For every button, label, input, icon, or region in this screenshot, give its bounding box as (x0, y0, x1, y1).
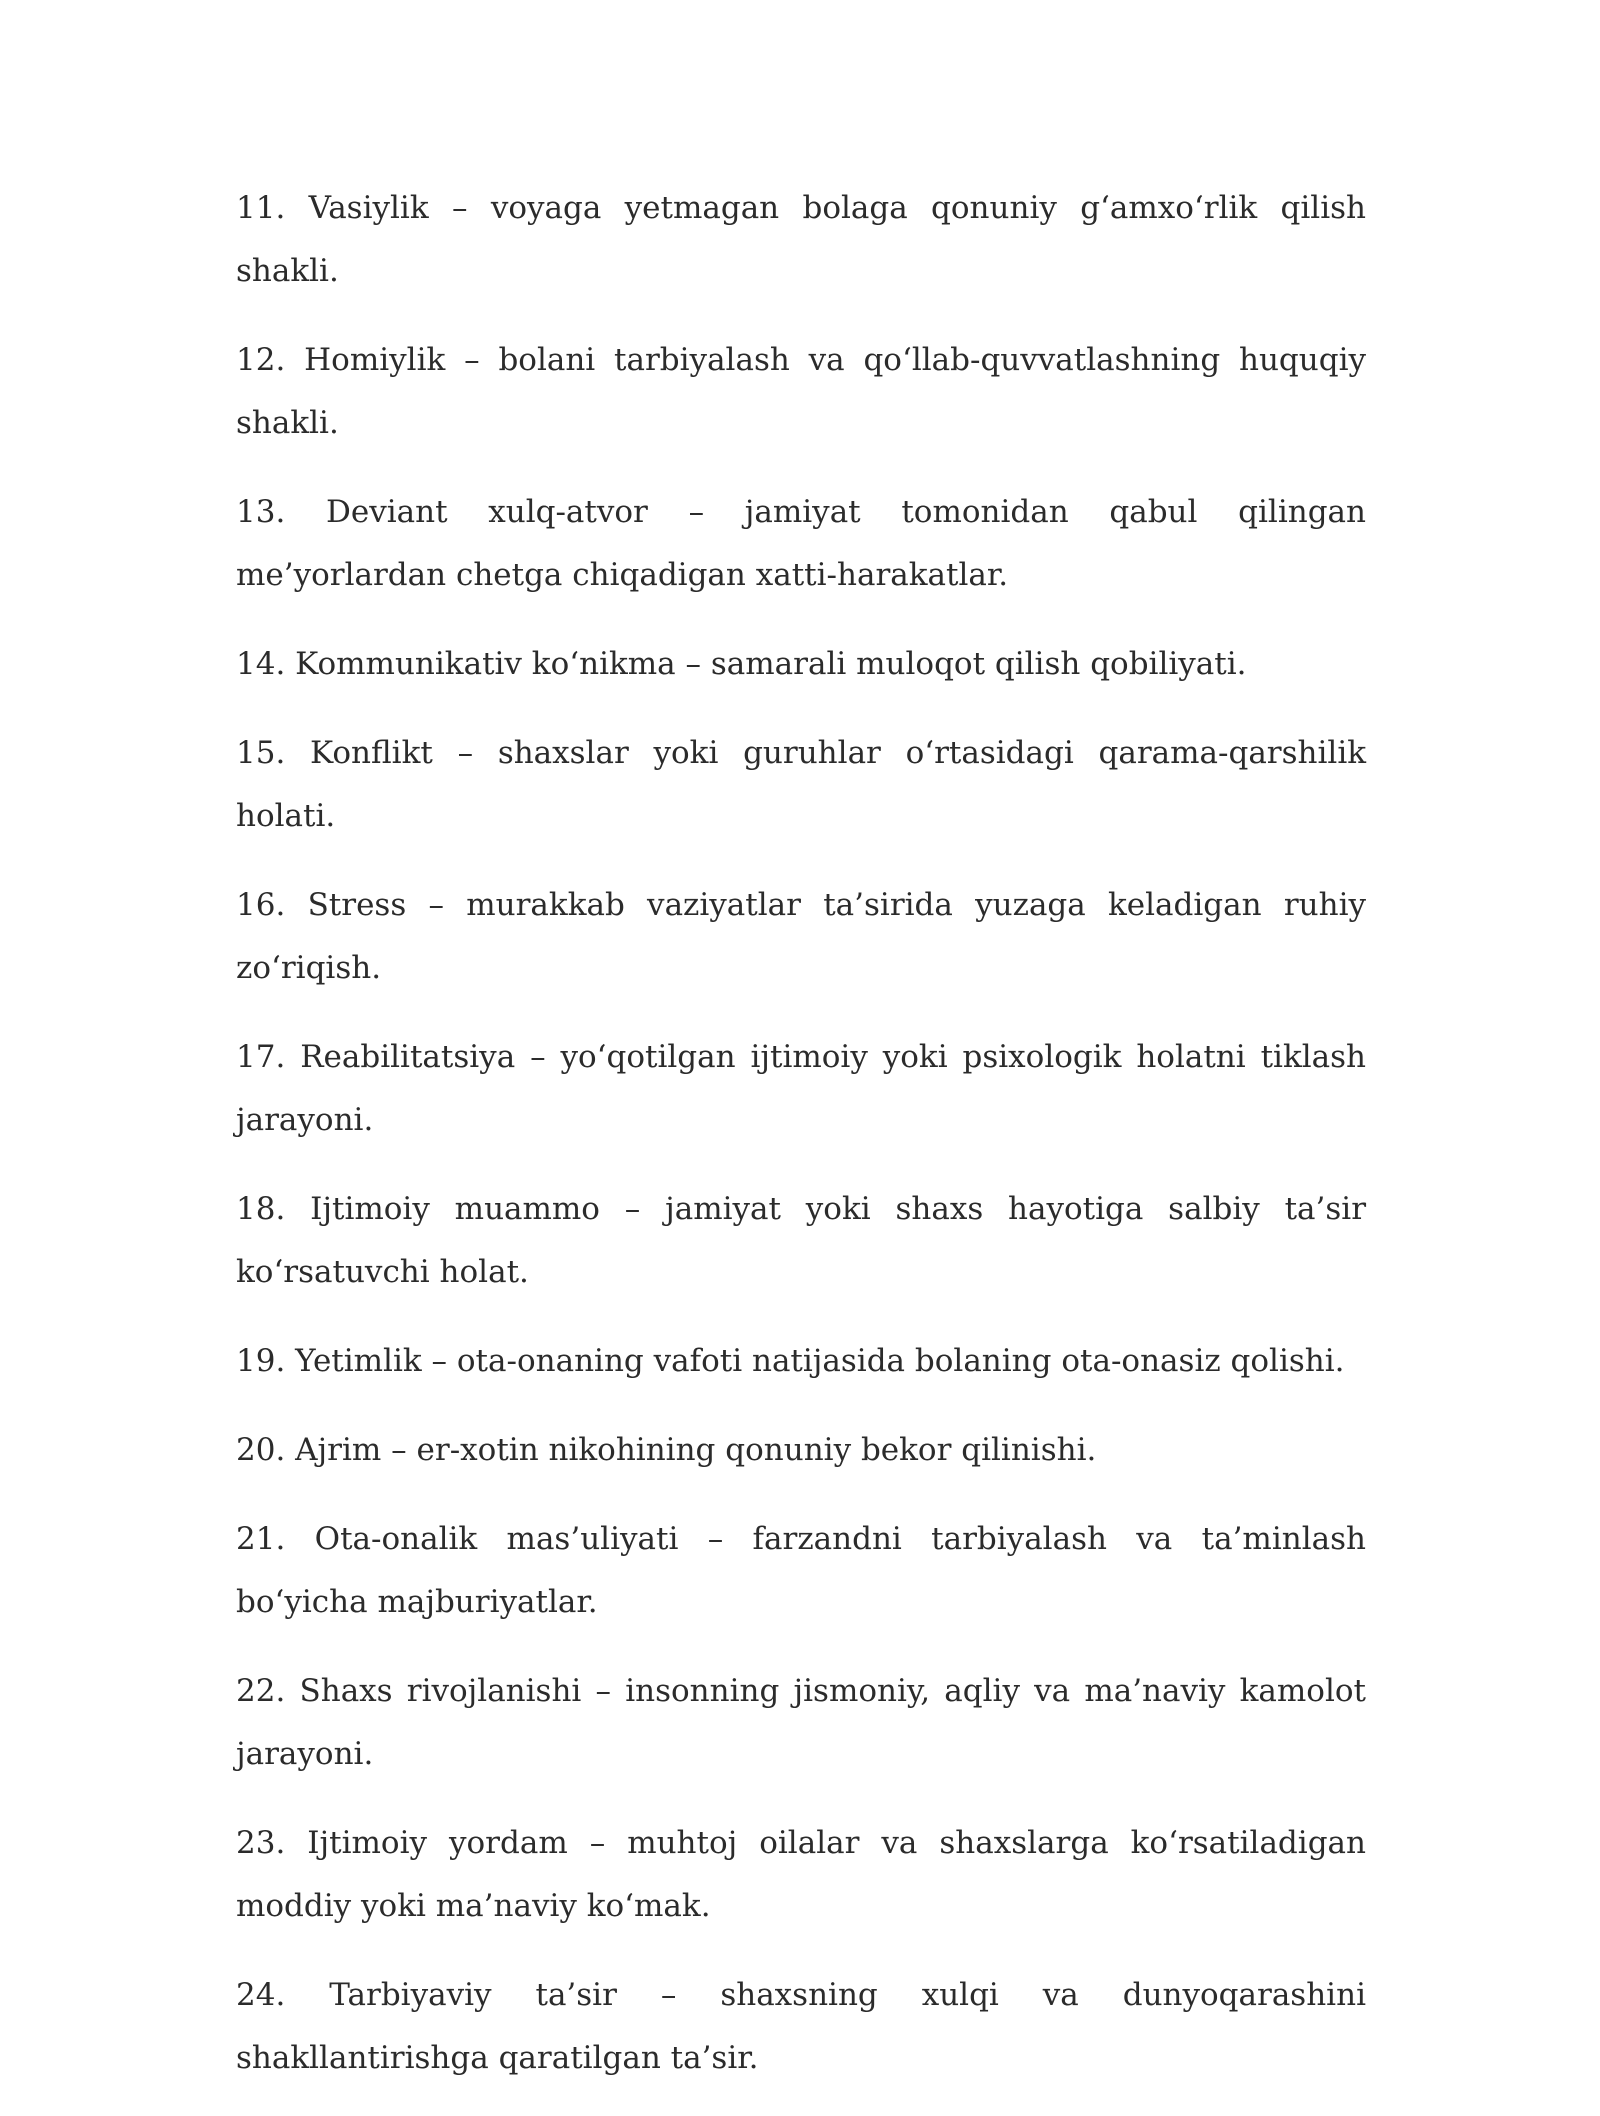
item-dash: – (457, 735, 474, 771)
glossary-item (236, 329, 1366, 455)
item-number: 14. (236, 646, 286, 682)
item-dash: – (464, 342, 480, 378)
item-definition: insonning jismoniy, aqliy va ma’naviy kamolot jarayoni. (236, 1673, 1366, 1772)
item-definition: voyaga yetmagan bolaga qonuniy g‘amxo‘rlik qilish shakli. (236, 190, 1367, 289)
glossary-item (236, 1812, 1366, 1938)
item-term: Vasiylik (308, 190, 429, 226)
item-term: Deviant xulq-atvor (326, 494, 648, 530)
item-term: Shaxs rivojlanishi (299, 1673, 582, 1709)
glossary-item (236, 1508, 1366, 1634)
item-dash: – (595, 1673, 612, 1709)
item-definition: shaxslar yoki guruhlar o‘rtasidagi qarama-qarshilik holati. (236, 735, 1367, 834)
glossary-item (236, 1964, 1366, 2090)
item-term: Ijtimoiy muammo (310, 1191, 600, 1227)
item-number: 23. (236, 1825, 286, 1861)
item-number: 15. (236, 735, 286, 771)
item-number: 12. (236, 342, 286, 378)
item-dash: – (530, 1039, 546, 1075)
item-definition: muhtoj oilalar va shaxslarga ko‘rsatiladigan moddiy yoki ma’naviy ko‘mak. (236, 1825, 1366, 1924)
glossary-item (236, 633, 1366, 696)
item-dash: – (431, 1343, 448, 1379)
item-dash: – (688, 494, 705, 530)
item-dash: – (685, 646, 702, 682)
item-term: Yetimlik (295, 1343, 422, 1379)
item-term: Ajrim (295, 1432, 382, 1468)
item-number: 22. (236, 1673, 286, 1709)
item-dash: – (428, 887, 444, 923)
item-definition: jamiyat tomonidan qabul qilingan me’yorlardan chetga chiqadigan xatti-harakatlar. (236, 494, 1366, 593)
glossary-item (236, 874, 1366, 1000)
item-term: Homiylik (304, 342, 446, 378)
glossary-item (236, 481, 1366, 607)
item-dash: – (707, 1521, 724, 1557)
item-definition: ota-onaning vafoti natijasida bolaning ota-onasiz qolishi. (456, 1343, 1345, 1379)
item-number: 20. (236, 1432, 286, 1468)
item-number: 17. (236, 1039, 286, 1075)
item-definition: shaxsning xulqi va dunyoqarashini shakllantirishga qaratilgan ta’sir. (236, 1977, 1366, 2076)
item-dash: – (391, 1432, 407, 1468)
item-number: 18. (236, 1191, 286, 1227)
glossary-item (236, 177, 1366, 303)
item-term: Konflikt (310, 735, 433, 771)
item-definition: yo‘qotilgan ijtimoiy yoki psixologik holatni tiklash jarayoni. (236, 1039, 1366, 1138)
item-dash: – (451, 190, 468, 226)
item-term: Stress (307, 887, 407, 923)
item-dash: – (660, 1977, 677, 2013)
glossary-item (236, 1419, 1366, 1482)
glossary-item (236, 1660, 1366, 1786)
glossary-item (236, 1026, 1366, 1152)
item-number: 16. (236, 887, 286, 923)
item-term: Tarbiyaviy ta’sir (329, 1977, 617, 2013)
item-definition: samarali muloqot qilish qobiliyati. (710, 646, 1247, 682)
item-term: Reabilitatsiya (300, 1039, 516, 1075)
item-term: Ijtimoiy yordam (307, 1825, 568, 1861)
glossary-item (236, 1330, 1366, 1393)
item-definition: murakkab vaziyatlar ta’sirida yuzaga keladigan ruhiy zo‘riqish. (236, 887, 1366, 986)
item-definition: er-xotin nikohining qonuniy bekor qilinishi. (416, 1432, 1097, 1468)
item-number: 24. (236, 1977, 286, 2013)
item-number: 11. (236, 190, 286, 226)
item-dash: – (624, 1191, 641, 1227)
item-number: 19. (236, 1343, 286, 1379)
glossary-item (236, 722, 1366, 848)
item-number: 21. (236, 1521, 286, 1557)
item-term: Ota-onalik mas’uliyati (314, 1521, 679, 1557)
item-dash: – (589, 1825, 606, 1861)
glossary-item (236, 1178, 1366, 1304)
glossary-list (236, 177, 1366, 2116)
item-number: 13. (236, 494, 286, 530)
item-term: Kommunikativ ko‘nikma (295, 646, 676, 682)
item-definition: bolani tarbiyalash va qo‘llab-quvvatlashning huquqiy shakli. (236, 342, 1367, 441)
item-definition: farzandni tarbiyalash va ta’minlash bo‘yicha majburiyatlar. (236, 1521, 1366, 1620)
item-definition: jamiyat yoki shaxs hayotiga salbiy ta’sir ko‘rsatuvchi holat. (236, 1191, 1367, 1290)
